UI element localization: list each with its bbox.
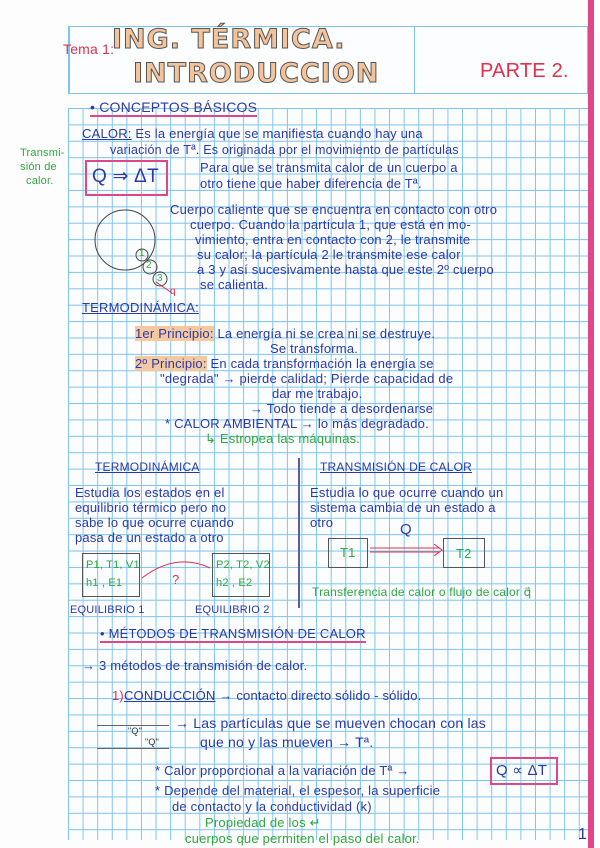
conduccion-text: → contacto directo sólido - sólido. [219, 688, 422, 703]
parte-label: PARTE 2. [480, 60, 569, 82]
second-principle-line4: → Todo tiende a desordenarse [250, 401, 434, 416]
cuerpo-line-6: se calienta. [200, 277, 269, 292]
question-mark: ? [172, 572, 180, 587]
state1-line2: h1 , E1 [86, 577, 123, 589]
first-principle-label: 1er Principio: [135, 326, 214, 341]
page-number: 1 [578, 826, 588, 843]
star-calor-proporcional: * Calor proporcional a la variación de Tª → [155, 763, 410, 778]
right-heading: TRANSMISIÓN DE CALOR [320, 460, 473, 474]
side-note-1: Transmi- [20, 147, 65, 159]
first-principle-text: La energía ni se crea ni se destruye. [217, 326, 436, 341]
calor-line1 [82, 126, 423, 141]
particle-1-label: 1 [139, 248, 145, 259]
second-principle-label: 2º Principio: [135, 356, 207, 371]
estropea-note: ↳ Estropea las máquinas. [205, 431, 361, 446]
drawing-label-1: "Q" [128, 726, 142, 736]
formula-q-delta-t: Q ⇒ ΔT [92, 166, 159, 187]
cuerpo-line-3: vimiento, entra en contacto con 2, le transmite [195, 232, 471, 247]
title-line1: ING. TÉRMICA. [112, 24, 346, 55]
conduccion-num: 1) [112, 688, 124, 703]
proportional-formula: Q ∝ ΔT [496, 762, 548, 779]
state2-line1: P2, T2, V2 [216, 559, 270, 571]
star-depende: * Depende del material, el espesor, la superficie [155, 783, 441, 798]
left-text-1: Estudia los estados en el [75, 485, 225, 500]
metodos-intro: → 3 métodos de transmisión de calor. [82, 658, 308, 673]
left-text-2: equilibrio térmico pero no [75, 500, 227, 515]
calor-ambiental: * CALOR AMBIENTAL → lo más degradado. [165, 416, 429, 431]
side-note-2: sión de [20, 161, 57, 173]
calor-text: Es la energía que se manifiesta cuando hay una [135, 126, 423, 141]
column-divider [298, 458, 300, 608]
right-text-1: Estudia lo que ocurre cuando un [310, 485, 504, 500]
cuerpo-line-5: a 3 y así sucesivamente hasta que este 2º cuerpo [197, 262, 494, 277]
t1-label: T1 [340, 545, 356, 560]
cuerpo-line-1: Cuerpo caliente que se encuentra en contacto con otro [170, 202, 498, 217]
heat-q-label: q [170, 286, 176, 297]
propiedad-line1: Propiedad de los ↵ [205, 815, 321, 830]
second-principle-line3: dar me trabajo. [272, 386, 363, 401]
state1-line1: P1, T1, V1 [86, 559, 140, 571]
left-text-4: pasa de un estado a otro [75, 530, 224, 545]
page-margin-line [588, 0, 594, 848]
particle-2-label: 2 [146, 260, 152, 271]
particle-3-label: 3 [157, 273, 163, 284]
equilibrio-1: EQUILIBRIO 1 [70, 604, 145, 616]
left-text-3: sabe lo que ocurre cuando [75, 515, 234, 530]
particulas-line1: → Las partículas que se mueven chocan con las [175, 715, 486, 731]
heat-flow-arrow [370, 544, 444, 556]
equilibrio-2: EQUILIBRIO 2 [195, 604, 270, 616]
particulas-line2: que no y las mueven → Tª. [200, 734, 374, 750]
first-principle-text2: Se transforma. [270, 341, 359, 356]
heat-q: Q [400, 521, 412, 538]
calor-label: CALOR: [82, 126, 132, 141]
termodinamica-heading: TERMODINÁMICA: [82, 300, 199, 315]
conceptos-heading: • CONCEPTOS BÁSICOS [90, 99, 258, 115]
t2-label: T2 [456, 546, 472, 561]
title-line2: INTRODUCCION [133, 58, 380, 89]
cuerpo-line-4: su calor; la partícula 2 le transmite ese calor [197, 247, 461, 262]
side-note-3: calor. [26, 175, 54, 187]
calor-line2: variación de Tª. Es originada por el movimiento de partículas [110, 143, 459, 157]
formula-note-2: otro tiene que haber diferencia de Tª. [200, 176, 422, 191]
drawing-label-2: "Q" [145, 737, 159, 747]
formula-note-1: Para que se transmita calor de un cuerpo a [200, 160, 458, 175]
state2-line2: h2 , E2 [216, 577, 253, 589]
second-principle-line2: "degrada" → pierde calidad; Pierde capacidad de [160, 371, 454, 386]
cuerpo-line-2: cuerpo. Cuando la partícula 1, que está en mo- [190, 217, 471, 232]
metodos-heading: • MÉTODOS DE TRANSMISIÓN DE CALOR [100, 626, 366, 641]
depende-line2: de contacto y la conductividad (k) [172, 799, 372, 814]
left-heading: TERMODINÁMICA [95, 460, 200, 474]
second-principle-text: En cada transformación la energía se [210, 356, 434, 371]
right-text-2: sistema cambia de un estado a [310, 500, 496, 515]
conduccion-label: CONDUCCIÓN [123, 688, 216, 703]
tema-label: Tema 1: [63, 41, 115, 57]
right-text-3: otro [310, 515, 334, 530]
propiedad-line2: cuerpos que permiten el paso del calor. [185, 831, 420, 846]
transfer-caption: Transferencia de calor o flujo de calor q⃗ [312, 585, 532, 599]
